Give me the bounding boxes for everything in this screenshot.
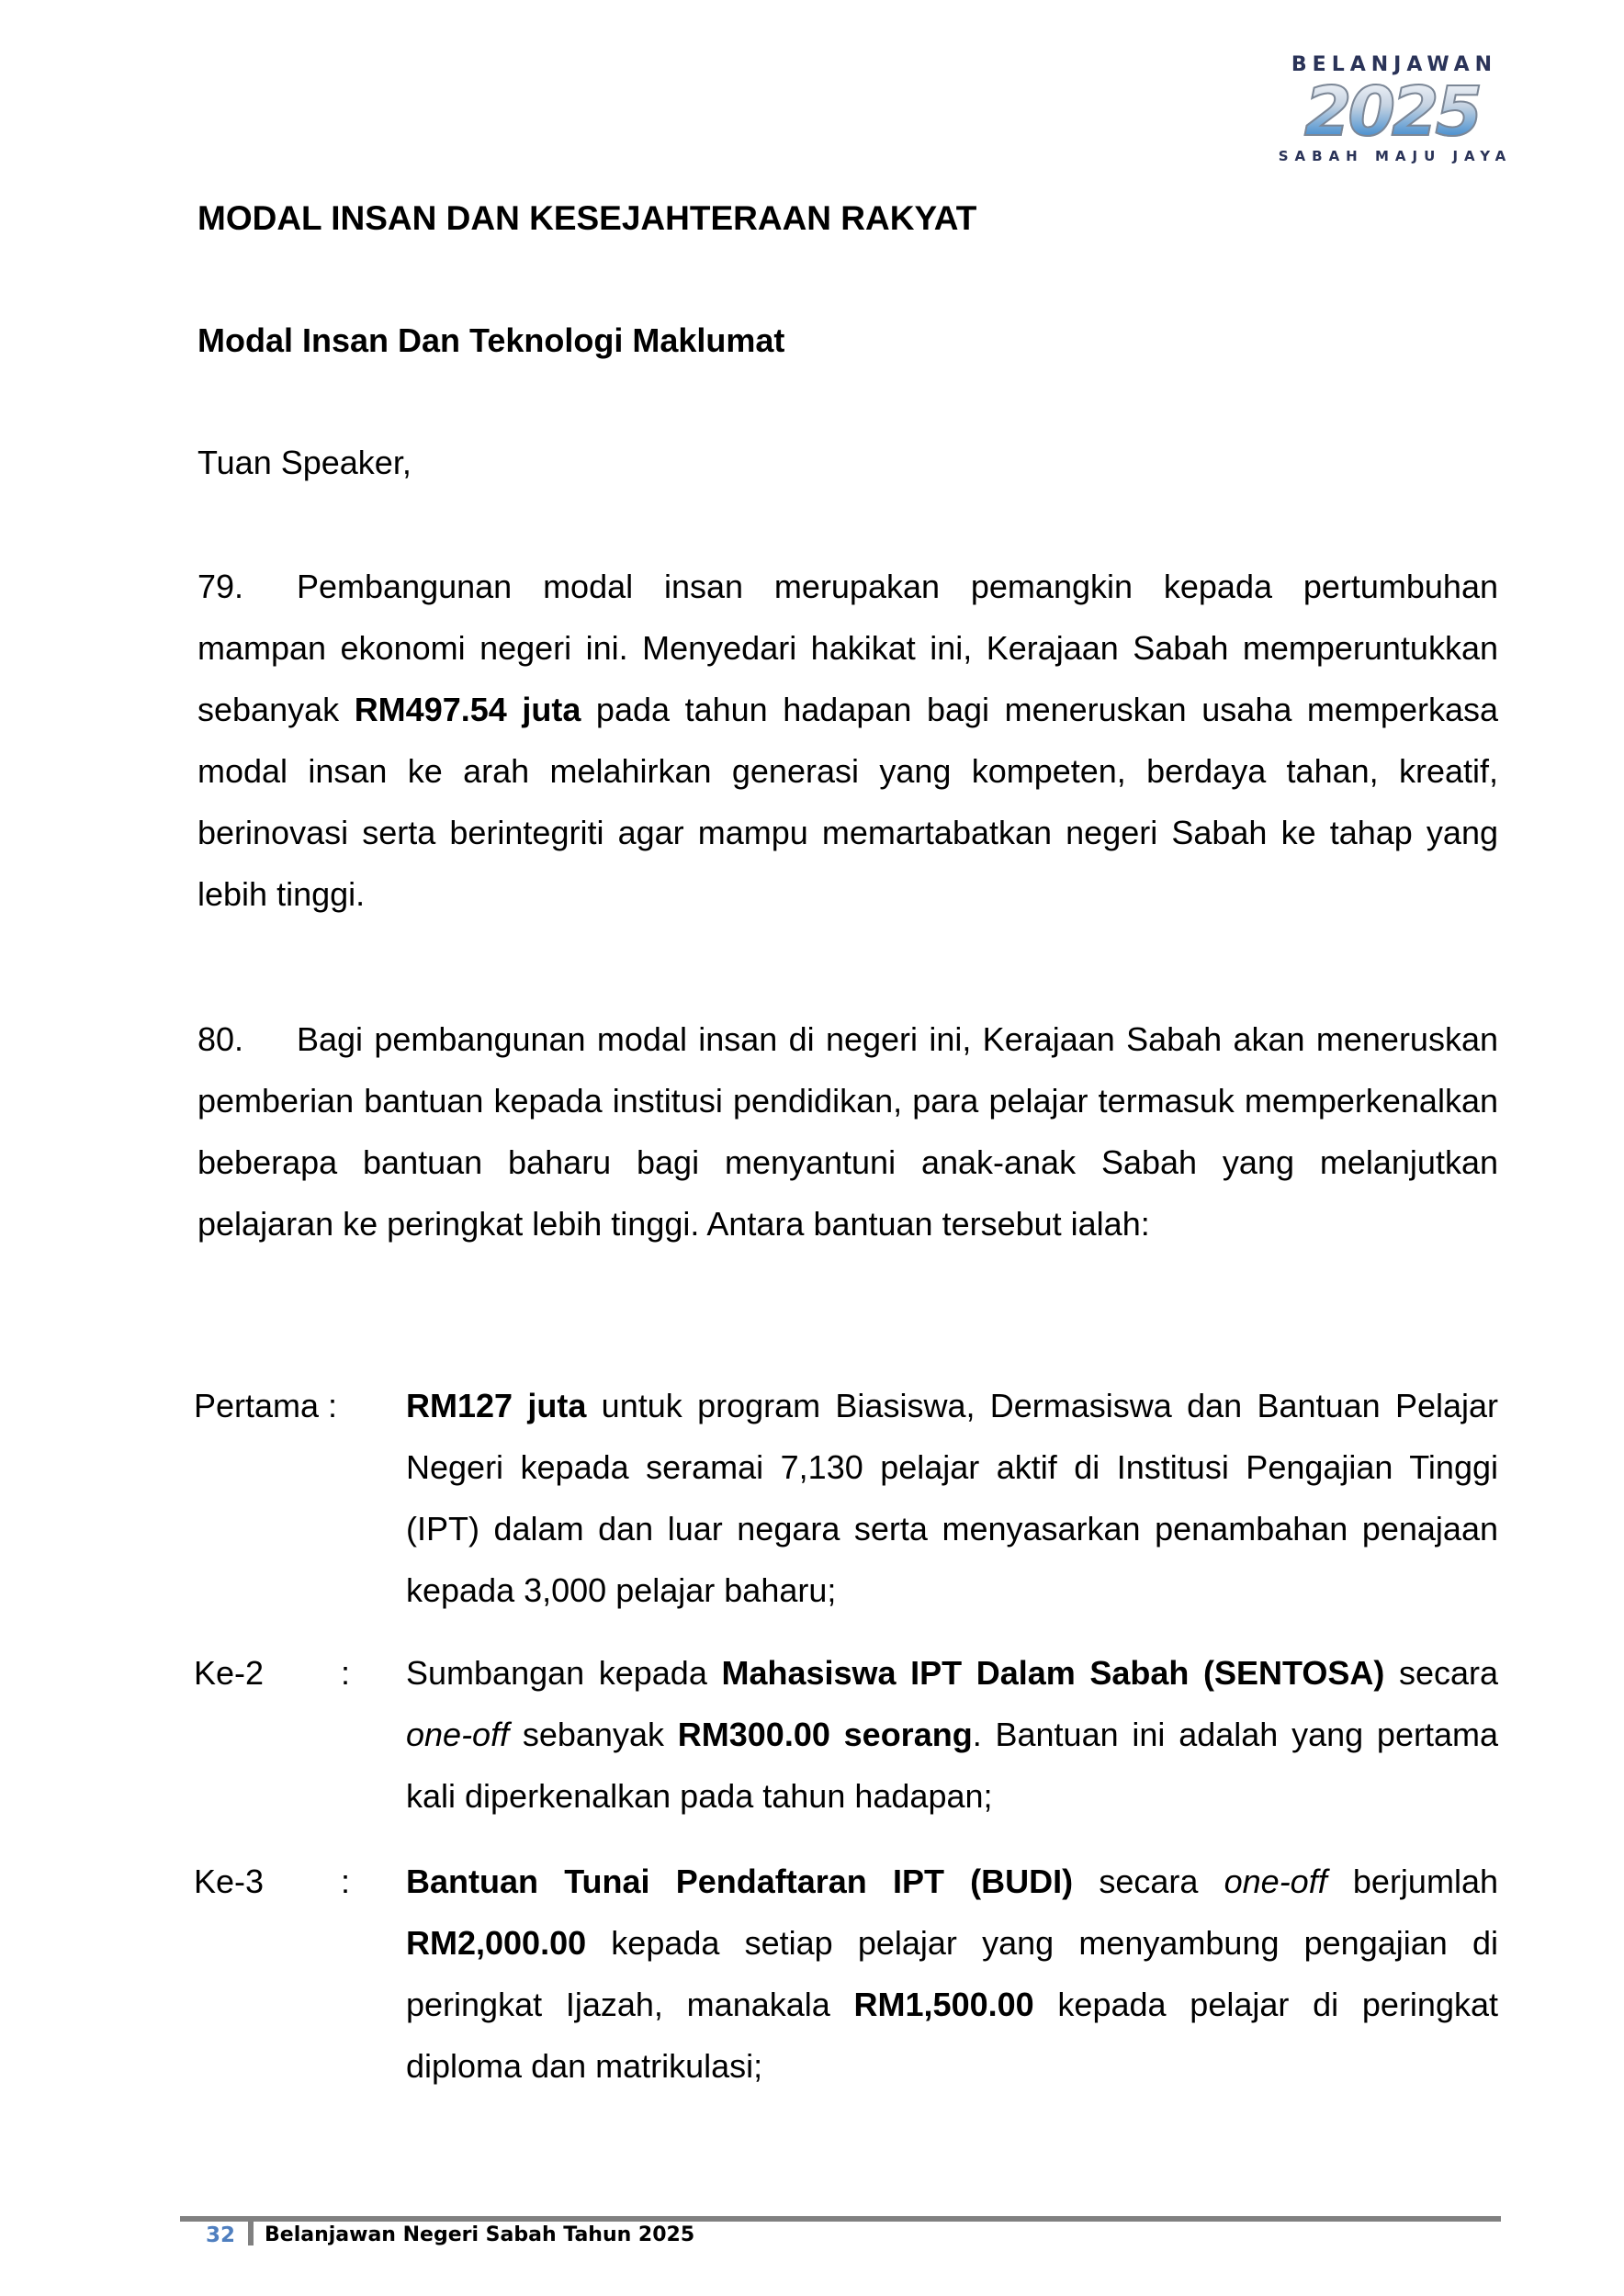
paragraph-text [197,1020,1498,1243]
italic-text: one-off [1224,1863,1327,1900]
bold-text: RM2,000.00 [406,1924,587,1962]
bold-text: Mahasiswa IPT Dalam Sabah (SENTOSA) [721,1654,1385,1692]
text-run: pada tahun hadapan bagi meneruskan usaha memperkasa modal insan ke arah melahirkan generasi yang kompeten, berdaya tahan, kreatif, berinovasi serta berintegriti agar mampu memartabatkan negeri Sabah ke tahap yang lebih tinggi. [197,691,1498,913]
bold-text: RM1,500.00 [853,1986,1034,2023]
item-colon: : [341,1654,351,1692]
bold-text: Bantuan Tunai Pendaftaran IPT (BUDI) [406,1863,1074,1900]
bold-text: RM300.00 seorang [677,1716,973,1753]
item-text [406,1642,1498,1827]
list-item-ke-2 [194,1642,1498,1827]
page-number: 32 [206,2223,236,2247]
text-run: kepada pelajar di peringkat diploma dan matrikulasi; [406,1986,1498,2085]
item-label: Pertama : [194,1387,338,1424]
list-item-pertama [194,1375,1498,1621]
item-label: Ke-2 [194,1654,265,1692]
italic-text: one-off [406,1716,510,1753]
section-title: MODAL INSAN DAN KESEJAHTERAAN RAKYAT [197,199,977,237]
subsection-title: Modal Insan Dan Teknologi Maklumat [197,321,785,359]
bold-text: RM127 juta [406,1387,587,1424]
logo-year: 2025 [1260,79,1523,145]
item-text [406,1375,1498,1621]
text-run: kepada setiap pelajar yang menyambung pengajian di peringkat Ijazah, manakala [406,1924,1498,2023]
paragraph-80 [197,1008,1498,1255]
logo-tagline: SABAH MAJU JAYA [1278,148,1513,164]
text-run: Sumbangan kepada [406,1654,722,1692]
text-run: secara [1384,1654,1499,1692]
text-run: . Bantuan ini adalah yang pertama kali diperkenalkan pada tahun hadapan; [406,1716,1498,1815]
footer-title: Belanjawan Negeri Sabah Tahun 2025 [265,2223,695,2246]
item-label: Ke-3 [194,1863,265,1900]
budget-2025-logo [1260,53,1523,182]
paragraph-79 [197,556,1498,925]
paragraph-text [197,568,1498,913]
item-colon: : [341,1863,351,1900]
text-run: sebanyak [509,1716,678,1753]
text-run: Bagi pembangunan modal insan di negeri ini, Kerajaan Sabah akan meneruskan pemberian bantuan kepada institusi pendidikan, para pelajar termasuk memperkenalkan beberapa bantuan baharu bagi menyantuni anak-anak Sabah yang melanjutkan pelajaran ke peringkat lebih tinggi. Antara bantuan tersebut ialah: [197,1020,1498,1243]
list-item-ke-3 [194,1851,1498,2097]
text-run: secara [1073,1863,1224,1900]
salutation: Tuan Speaker, [197,444,412,481]
item-text [406,1851,1498,2097]
text-run: berjumlah [1326,1863,1498,1900]
paragraph-number: 79. [197,568,244,605]
footer-divider [180,2216,1501,2222]
logo-top-text: BELANJAWAN [1291,53,1498,76]
paragraph-number: 80. [197,1020,244,1058]
text-run: Pembangunan modal insan merupakan pemangkin kepada pertumbuhan mampan ekonomi negeri ini. Menyedari hakikat ini, Kerajaan Sabah memperuntukkan sebanyak [197,568,1498,728]
bold-text: RM497.54 juta [354,691,581,728]
footer-separator-bar [248,2222,254,2245]
text-run: untuk program Biasiswa, Dermasiswa dan Bantuan Pelajar Negeri kepada seramai 7,130 pelajar aktif di Institusi Pengajian Tinggi (IPT) dalam dan luar negara serta menyasarkan penambahan penajaan kepada 3,000 pelajar baharu; [406,1387,1498,1609]
